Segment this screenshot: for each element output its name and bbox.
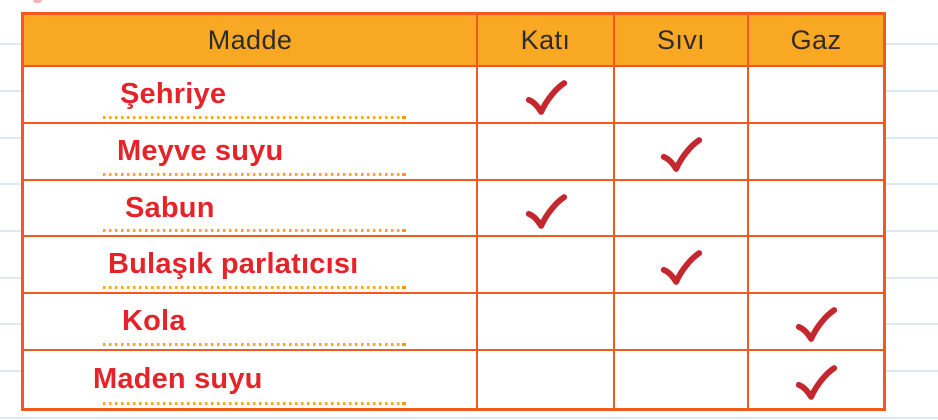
checkmark-icon bbox=[794, 364, 838, 401]
state-cell-katı bbox=[478, 181, 615, 238]
state-cell-gaz bbox=[749, 237, 883, 294]
state-cell-sıvı bbox=[615, 124, 749, 181]
column-header-gaz: Gaz bbox=[749, 15, 883, 67]
state-cell-sıvı bbox=[615, 237, 749, 294]
state-cell-gaz bbox=[749, 124, 883, 181]
dotted-answer-line bbox=[103, 402, 401, 405]
checkmark-icon bbox=[794, 306, 838, 343]
substance-label: Meyve suyu bbox=[117, 134, 284, 167]
checkmark-icon bbox=[524, 79, 568, 116]
checkmark-icon bbox=[524, 193, 568, 230]
dotted-answer-line bbox=[103, 173, 401, 176]
notebook-line bbox=[0, 417, 938, 419]
substance-label: Maden suyu bbox=[93, 363, 263, 396]
substance-cell bbox=[24, 351, 478, 408]
substance-cell bbox=[24, 124, 478, 181]
state-cell-katı bbox=[478, 237, 615, 294]
dotted-answer-line bbox=[103, 116, 401, 119]
column-header-katı: Katı bbox=[478, 15, 615, 67]
substance-label: Bulaşık parlatıcısı bbox=[108, 248, 359, 281]
dotted-answer-line bbox=[103, 229, 401, 232]
dotted-answer-line bbox=[103, 286, 401, 289]
substance-cell bbox=[24, 237, 478, 294]
substance-label: Kola bbox=[122, 305, 186, 338]
state-cell-sıvı bbox=[615, 351, 749, 408]
stray-ink-mark bbox=[33, 0, 42, 3]
matter-states-table bbox=[21, 12, 886, 411]
state-cell-gaz bbox=[749, 351, 883, 408]
substance-cell bbox=[24, 294, 478, 351]
state-cell-katı bbox=[478, 351, 615, 408]
substance-label: Şehriye bbox=[120, 77, 227, 110]
state-cell-gaz bbox=[749, 181, 883, 238]
checkmark-icon bbox=[659, 249, 703, 286]
column-header-sıvı: Sıvı bbox=[615, 15, 749, 67]
substance-cell bbox=[24, 181, 478, 238]
dotted-answer-line bbox=[103, 343, 401, 346]
state-cell-gaz bbox=[749, 294, 883, 351]
column-header-madde: Madde bbox=[24, 15, 478, 67]
state-cell-katı bbox=[478, 67, 615, 124]
state-cell-gaz bbox=[749, 67, 883, 124]
checkmark-icon bbox=[659, 136, 703, 173]
state-cell-katı bbox=[478, 124, 615, 181]
substance-cell bbox=[24, 67, 478, 124]
state-cell-sıvı bbox=[615, 67, 749, 124]
state-cell-sıvı bbox=[615, 181, 749, 238]
state-cell-katı bbox=[478, 294, 615, 351]
substance-label: Sabun bbox=[125, 191, 215, 224]
state-cell-sıvı bbox=[615, 294, 749, 351]
